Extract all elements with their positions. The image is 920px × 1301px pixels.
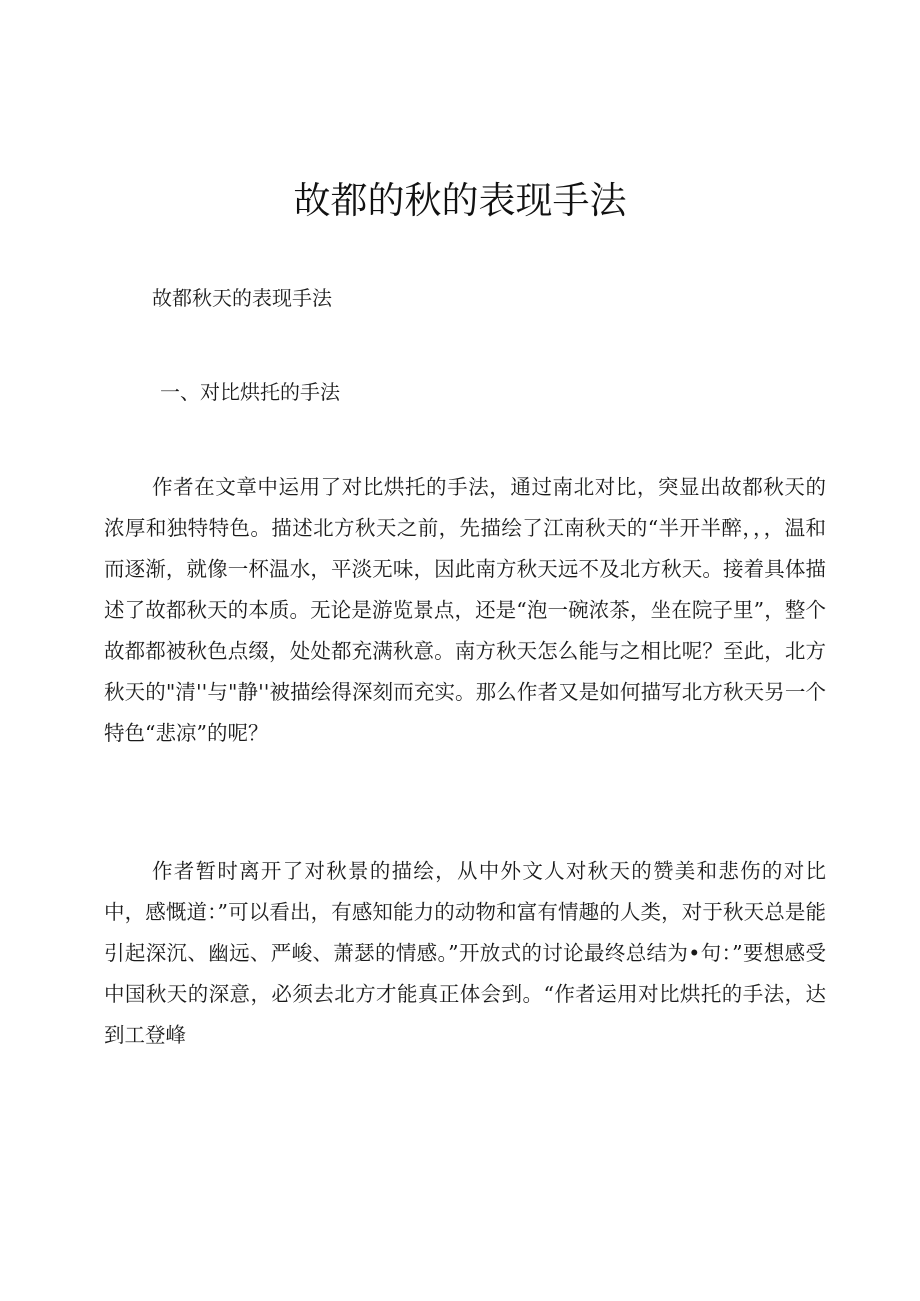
body-paragraph: 作者暂时离开了对秋景的描绘，从中外文人对秋天的赞美和悲伤的对比中，感慨道：”可以看出，有感知能力的动物和富有情趣的人类，对于秋天总是能引起深沉、幽远、严峻、萧瑟的情感。”开放式的讨论最终总结为•句：”要想感受中国秋天的深意，必须去北方才能真正体会到。“作者运用对比烘托的手法，达到工登峰 xyxy=(104,859,826,1047)
document-title: 故都的秋的表现手法 xyxy=(293,179,627,222)
section-heading: 一、对比烘托的手法 xyxy=(160,380,340,404)
body-paragraph: 作者在文章中运用了对比烘托的手法，通过南北对比，突显出故都秋天的浓厚和独特特色。描述北方秋天之前，先描绘了江南秋天的“半开半醉，，，温和而逐渐，就像一杯温水，平淡无味，因此南方秋天远不及北方秋天。接着具体描述了故都秋天的本质。无论是游览景点，还是“泡一碗浓茶，坐在院子里”，整个故都都被秋色点缀，处处都充满秋意。南方秋天怎么能与之相比呢？至此，北方秋天的"清''与"静''被描绘得深刻而充实。那么作者又是如何描写北方秋天另一个特色“悲凉”的呢？ xyxy=(104,475,826,745)
document-subtitle: 故都秋天的表现手法 xyxy=(152,286,332,310)
